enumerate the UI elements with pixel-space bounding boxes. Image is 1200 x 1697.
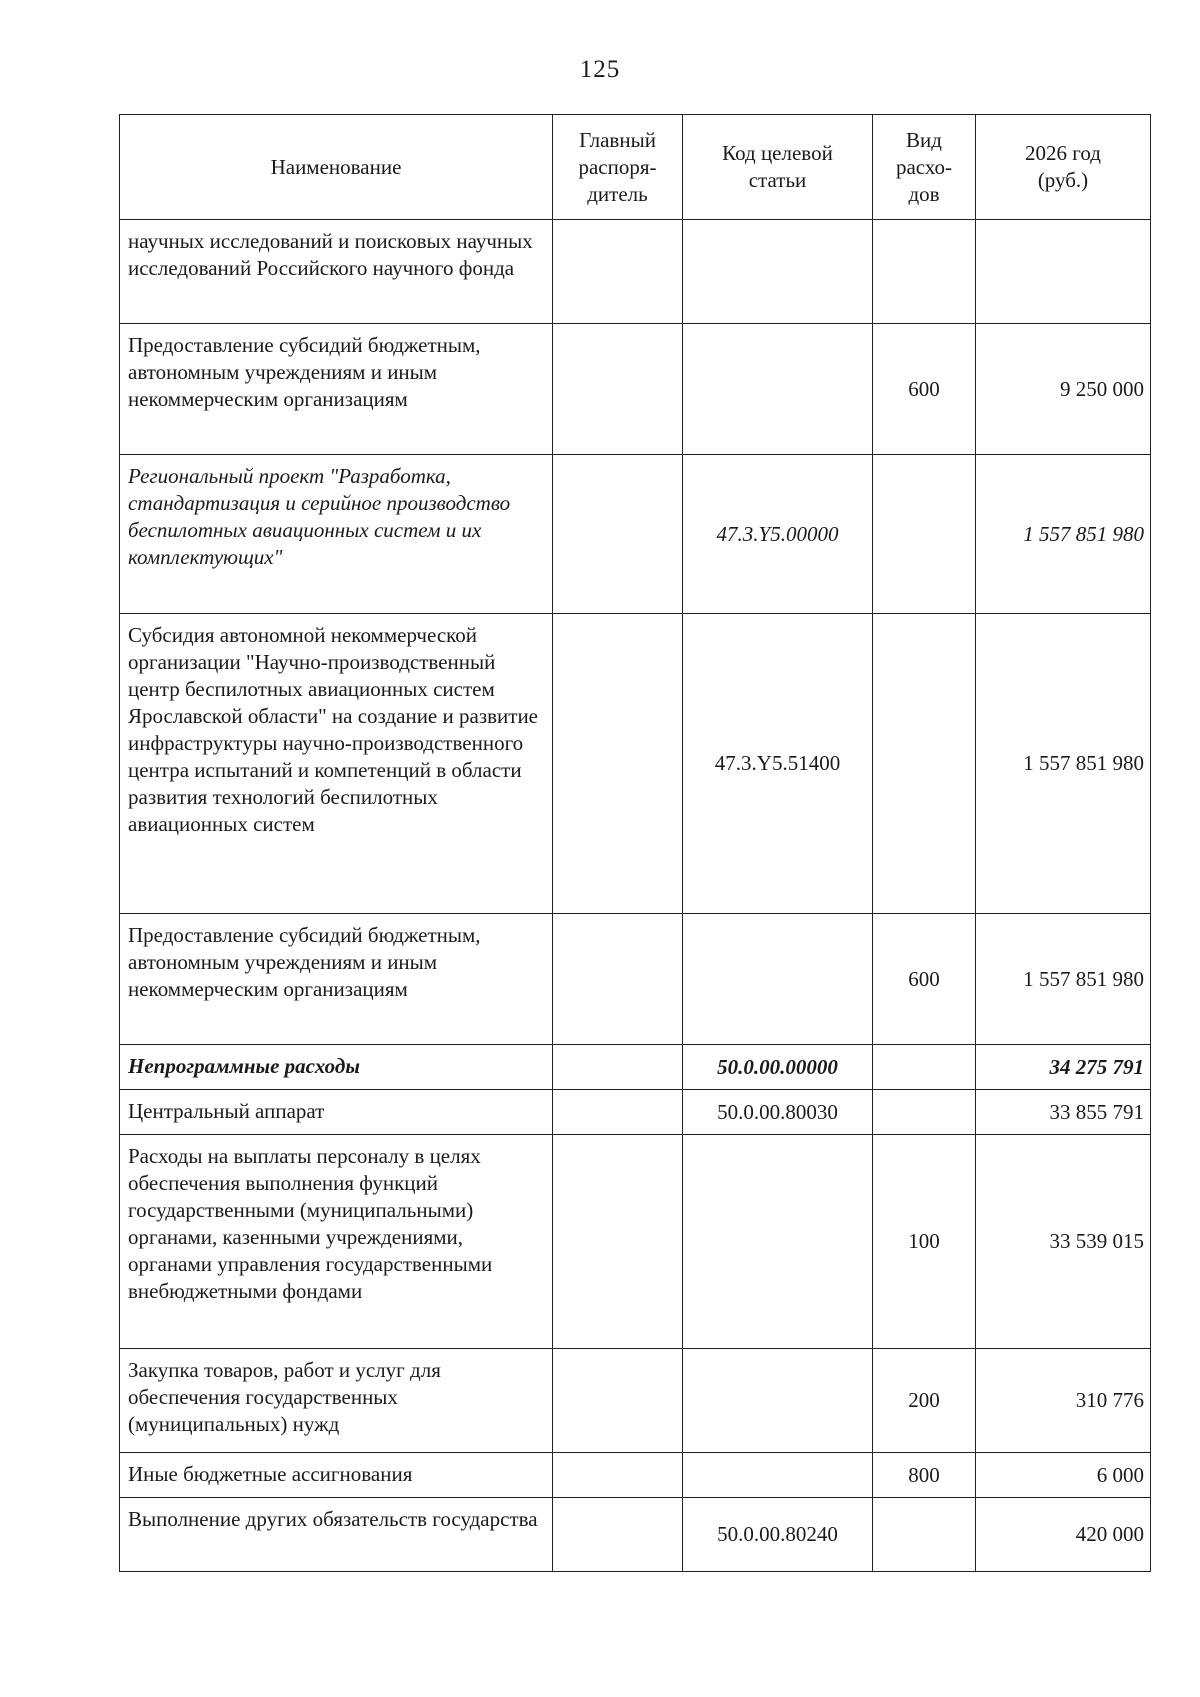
- row-code: 47.3.Y5.51400: [683, 614, 873, 914]
- row-code: [683, 324, 873, 455]
- table-row: [120, 1090, 1151, 1135]
- table-row: [120, 1135, 1151, 1349]
- row-admin: [553, 1498, 683, 1572]
- row-admin: [553, 1090, 683, 1135]
- row-name: Закупка товаров, работ и услуг для обеспечения государственных (муниципальных) нужд: [120, 1349, 553, 1453]
- row-code: [683, 1453, 873, 1498]
- column-header-kind: Вид расхо- дов: [873, 115, 976, 220]
- row-name: Выполнение других обязательств государства: [120, 1498, 553, 1572]
- table-row: [120, 220, 1151, 324]
- row-admin: [553, 324, 683, 455]
- table-row: [120, 324, 1151, 455]
- row-code: [683, 1135, 873, 1349]
- row-amount: 1 557 851 980: [976, 914, 1151, 1045]
- row-name: Предоставление субсидий бюджетным, автономным учреждениям и иным некоммерческим организациям: [120, 914, 553, 1045]
- row-name: Расходы на выплаты персоналу в целях обеспечения выполнения функций государственными (муниципальными) органами, казенными учреждениями, органами управления государственными внебюджетными фондами: [120, 1135, 553, 1349]
- table-row: [120, 914, 1151, 1045]
- row-code: 50.0.00.80030: [683, 1090, 873, 1135]
- row-admin: [553, 220, 683, 324]
- column-header-code: Код целевой статьи: [683, 115, 873, 220]
- row-code: 47.3.Y5.00000: [683, 455, 873, 614]
- row-amount: 9 250 000: [976, 324, 1151, 455]
- row-name: Центральный аппарат: [120, 1090, 553, 1135]
- row-name: научных исследований и поисковых научных исследований Российского научного фонда: [120, 220, 553, 324]
- row-code: [683, 914, 873, 1045]
- row-code: 50.0.00.80240: [683, 1498, 873, 1572]
- budget-table: [119, 114, 1151, 1572]
- row-admin: [553, 1453, 683, 1498]
- row-kind: [873, 1045, 976, 1090]
- row-kind: 800: [873, 1453, 976, 1498]
- row-kind: [873, 220, 976, 324]
- row-kind: [873, 1498, 976, 1572]
- row-admin: [553, 1349, 683, 1453]
- table-row: [120, 1453, 1151, 1498]
- row-name: Субсидия автономной некоммерческой организации "Научно-производственный центр беспилотных авиационных систем Ярославской области" на создание и развитие инфраструктуры научно-производственного центра испытаний и компетенций в области развития технологий беспилотных авиационных систем: [120, 614, 553, 914]
- row-code: 50.0.00.00000: [683, 1045, 873, 1090]
- row-name: Региональный проект "Разработка, стандартизация и серийное производство беспилотных авиационных систем и их комплектующих": [120, 455, 553, 614]
- row-kind: [873, 455, 976, 614]
- row-code: [683, 1349, 873, 1453]
- row-kind: 200: [873, 1349, 976, 1453]
- table-row: [120, 1045, 1151, 1090]
- column-header-amount: 2026 год (руб.): [976, 115, 1151, 220]
- row-name: Иные бюджетные ассигнования: [120, 1453, 553, 1498]
- row-name: Предоставление субсидий бюджетным, автономным учреждениям и иным некоммерческим организациям: [120, 324, 553, 455]
- column-header-name: Наименование: [120, 115, 553, 220]
- row-admin: [553, 914, 683, 1045]
- row-name: Непрограммные расходы: [120, 1045, 553, 1090]
- row-admin: [553, 1135, 683, 1349]
- row-amount: 1 557 851 980: [976, 455, 1151, 614]
- row-amount: 33 855 791: [976, 1090, 1151, 1135]
- row-kind: 600: [873, 324, 976, 455]
- table-row: [120, 1498, 1151, 1572]
- row-code: [683, 220, 873, 324]
- page-number: 125: [579, 56, 621, 83]
- column-header-admin: Главный распоря- дитель: [553, 115, 683, 220]
- table-row: [120, 1349, 1151, 1453]
- row-amount: [976, 220, 1151, 324]
- row-amount: 310 776: [976, 1349, 1151, 1453]
- row-amount: 34 275 791: [976, 1045, 1151, 1090]
- row-admin: [553, 1045, 683, 1090]
- table-header-row: [120, 115, 1151, 220]
- row-amount: 420 000: [976, 1498, 1151, 1572]
- row-admin: [553, 614, 683, 914]
- table-row: [120, 614, 1151, 914]
- row-amount: 1 557 851 980: [976, 614, 1151, 914]
- table-row: [120, 455, 1151, 614]
- row-amount: 6 000: [976, 1453, 1151, 1498]
- row-kind: [873, 614, 976, 914]
- row-admin: [553, 455, 683, 614]
- row-amount: 33 539 015: [976, 1135, 1151, 1349]
- row-kind: 600: [873, 914, 976, 1045]
- row-kind: 100: [873, 1135, 976, 1349]
- row-kind: [873, 1090, 976, 1135]
